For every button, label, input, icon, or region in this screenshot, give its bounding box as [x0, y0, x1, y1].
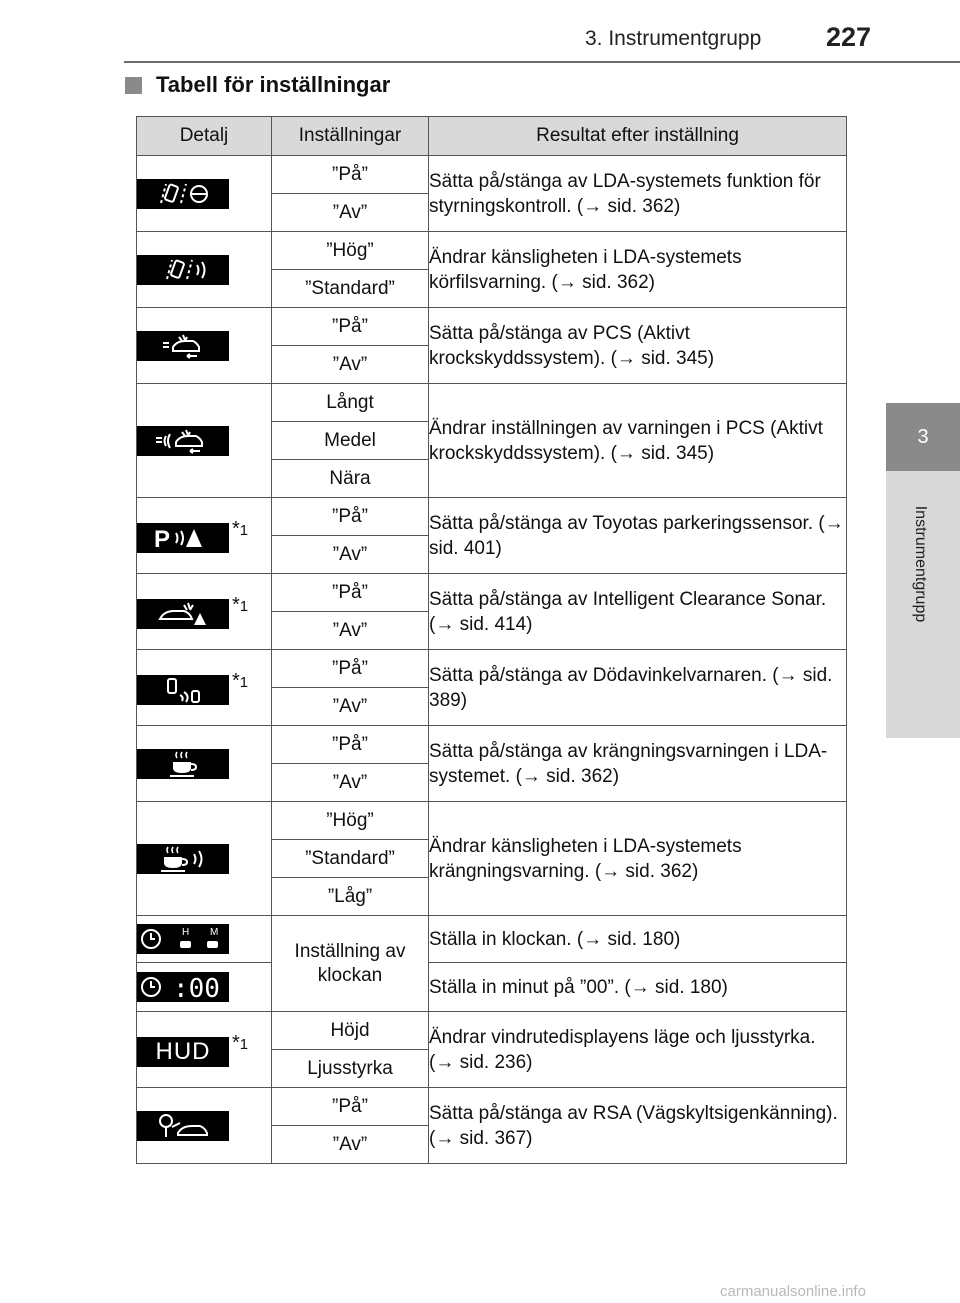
table-row: [137, 156, 847, 194]
setting-value: ”Hög”: [272, 232, 429, 270]
setting-value: ”Av”: [272, 1126, 429, 1164]
clock-hour-label: H: [182, 927, 190, 938]
table-row: [137, 802, 847, 840]
detail-cell: [137, 1012, 272, 1088]
table-header-row: [137, 117, 847, 156]
setting-value: ”På”: [272, 498, 429, 536]
hud-icon: [137, 1037, 229, 1067]
setting-value: Inställning av klockan: [272, 916, 429, 1012]
setting-value: ”På”: [272, 156, 429, 194]
result-text: Sätta på/stänga av Toyotas parkeringssensor. (→ sid. 401): [429, 498, 847, 574]
result-text: Ändrar känsligheten i LDA-systemets krängningsvarning. (→ sid. 362): [429, 802, 847, 916]
setting-value: ”Låg”: [272, 878, 429, 916]
chapter-tab[interactable]: [886, 403, 960, 471]
result-text: Ändrar inställningen av varningen i PCS (Aktivt krockskyddssystem). (→ sid. 345): [429, 384, 847, 498]
detail-cell: [137, 650, 272, 726]
setting-value: ”Av”: [272, 612, 429, 650]
table-row: [137, 963, 847, 1012]
header-rule: [124, 61, 960, 63]
column-header-settings: Inställningar: [272, 117, 429, 156]
table-row: [137, 384, 847, 422]
setting-value: ”Av”: [272, 346, 429, 384]
setting-value: ”Standard”: [272, 270, 429, 308]
section-heading: [125, 72, 390, 98]
result-text: Sätta på/stänga av RSA (Vägskyltsigenkänning). (→ sid. 367): [429, 1088, 847, 1164]
detail-cell: [137, 963, 272, 1012]
setting-value: ”Av”: [272, 194, 429, 232]
footnote-marker: *1: [232, 518, 249, 541]
setting-value: ”Av”: [272, 536, 429, 574]
parking-sensor-icon: [137, 523, 229, 553]
page-number: 227: [826, 22, 872, 52]
result-text: Sätta på/stänga av krängningsvarningen i LDA-systemet. (→ sid. 362): [429, 726, 847, 802]
setting-value: Långt: [272, 384, 429, 422]
detail-cell: [137, 726, 272, 802]
table-row: [137, 1088, 847, 1126]
detail-cell: [137, 232, 272, 308]
detail-cell: [137, 802, 272, 916]
rsa-icon: [137, 1111, 229, 1141]
result-text: Sätta på/stänga av Intelligent Clearance Sonar. (→ sid. 414): [429, 574, 847, 650]
blind-spot-monitor-icon: [137, 675, 229, 705]
intelligent-clearance-sonar-icon: [137, 599, 229, 629]
table-row: [137, 726, 847, 764]
result-text: Ställa in minut på ”00”. (→ sid. 180): [429, 963, 847, 1012]
lda-sensitivity-icon: [137, 255, 229, 285]
section-heading-text: Tabell för inställningar: [156, 72, 391, 97]
table-row: [137, 574, 847, 612]
sway-sensitivity-icon: [137, 844, 229, 874]
setting-value: ”Standard”: [272, 840, 429, 878]
clock-reset-label: :00: [173, 974, 220, 1002]
detail-cell: [137, 498, 272, 574]
hud-label: HUD: [155, 1037, 211, 1065]
column-header-result: Resultat efter inställning: [429, 117, 847, 156]
setting-value: ”På”: [272, 308, 429, 346]
chapter-tab-label: Instrumentgrupp: [912, 505, 929, 623]
detail-cell: [137, 1088, 272, 1164]
setting-value: ”På”: [272, 1088, 429, 1126]
detail-cell: [137, 384, 272, 498]
table-row: [137, 308, 847, 346]
header-chapter-title: 3. Instrumentgrupp: [585, 27, 762, 50]
footnote-marker: *1: [232, 670, 249, 693]
clock-adjust-icon: [137, 924, 229, 954]
detail-cell: [137, 156, 272, 232]
result-text: Ställa in klockan. (→ sid. 180): [429, 916, 847, 963]
setting-value: ”Av”: [272, 764, 429, 802]
pcs-icon: [137, 331, 229, 361]
watermark: carmanualsonline.info: [720, 1283, 866, 1300]
chapter-tab-number: 3: [917, 425, 929, 448]
setting-value: ”På”: [272, 574, 429, 612]
result-text: Ändrar vindrutedisplayens läge och ljusstyrka. (→ sid. 236): [429, 1012, 847, 1088]
setting-value: ”Av”: [272, 688, 429, 726]
setting-value: Ljusstyrka: [272, 1050, 429, 1088]
result-text: Ändrar känsligheten i LDA-systemets körfilsvarning. (→ sid. 362): [429, 232, 847, 308]
result-text: Sätta på/stänga av Dödavinkelvarnaren. (→ sid. 389): [429, 650, 847, 726]
lda-steering-control-icon: [137, 179, 229, 209]
square-bullet-icon: [125, 77, 142, 94]
sway-warning-icon: [137, 749, 229, 779]
clock-minute-label: M: [210, 927, 219, 938]
detail-cell: [137, 574, 272, 650]
clock-reset-icon: [137, 972, 229, 1002]
setting-value: ”På”: [272, 726, 429, 764]
settings-table: [136, 116, 847, 1164]
footnote-marker: *1: [232, 594, 249, 617]
setting-value: Medel: [272, 422, 429, 460]
setting-value: ”Hög”: [272, 802, 429, 840]
setting-value: Nära: [272, 460, 429, 498]
table-row: [137, 650, 847, 688]
setting-value: ”På”: [272, 650, 429, 688]
table-row: [137, 498, 847, 536]
table-row: [137, 916, 847, 963]
result-text: Sätta på/stänga av PCS (Aktivt krockskyddssystem). (→ sid. 345): [429, 308, 847, 384]
pcs-warning-icon: [137, 426, 229, 456]
table-row: [137, 232, 847, 270]
table-row: [137, 1012, 847, 1050]
setting-value: Höjd: [272, 1012, 429, 1050]
footnote-marker: *1: [232, 1032, 249, 1055]
column-header-detail: Detalj: [137, 117, 272, 156]
result-text: Sätta på/stänga av LDA-systemets funktion för styrningskontroll. (→ sid. 362): [429, 156, 847, 232]
svg-text:P: P: [154, 525, 171, 551]
detail-cell: [137, 916, 272, 963]
detail-cell: [137, 308, 272, 384]
